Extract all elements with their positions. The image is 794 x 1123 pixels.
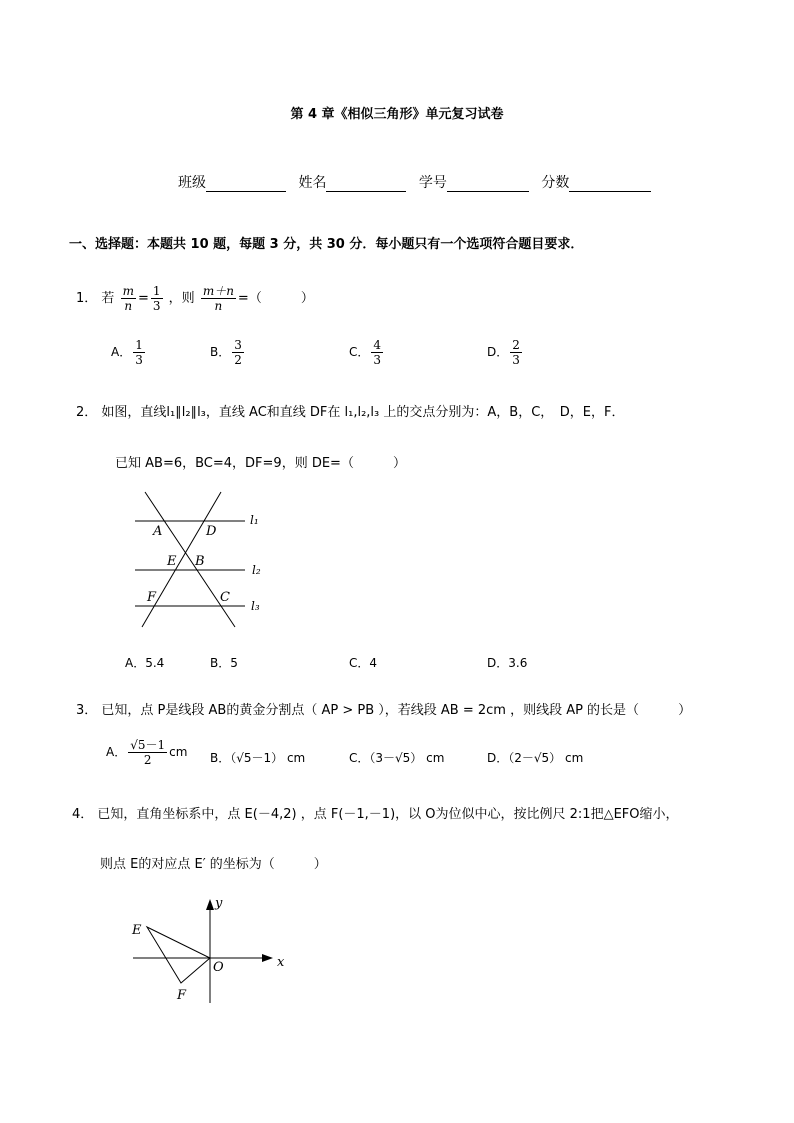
class-blank bbox=[206, 175, 286, 192]
q1-option-c[interactable]: C． $\frac{4}{3}$ bbox=[349, 338, 382, 367]
line-df bbox=[142, 492, 221, 627]
q2-given: 已知 AB=6，BC=4，DF=9，则 DE=（ ） bbox=[115, 456, 406, 471]
q4-number: 4． bbox=[72, 807, 94, 822]
label-e-point: E bbox=[132, 923, 142, 938]
q3-option-b[interactable]: B．（√5－1） cm bbox=[210, 751, 306, 765]
q1-option-a[interactable]: A． $\frac{1}{3}$ bbox=[111, 338, 143, 367]
y-arrow-icon bbox=[206, 899, 214, 910]
q2-option-c[interactable]: C．4 bbox=[349, 656, 378, 670]
label-y-axis: y bbox=[215, 896, 223, 911]
q1-equals: = bbox=[137, 291, 149, 306]
label-a: A bbox=[153, 524, 163, 539]
question-4 bbox=[72, 803, 679, 822]
section-heading: 一、选择题：本题共 10 题，每题 3 分，共 30 分．每小题只有一个选项符合题目要求． bbox=[69, 237, 584, 252]
q3-option-d[interactable]: D．（2－√5） cm bbox=[487, 751, 584, 765]
score-blank bbox=[569, 175, 651, 192]
label-f: F bbox=[147, 590, 157, 605]
class-label: 班级 bbox=[178, 175, 206, 191]
coordinate-figure bbox=[125, 893, 300, 1008]
q3-option-c[interactable]: C．（3－√5） cm bbox=[349, 751, 445, 765]
label-l2: l₂ bbox=[252, 563, 261, 577]
q3-text: 已知，点 P是线段 AB的黄金分割点（ AP > PB ），若线段 AB = 2cm ，则线段 AP 的长是（ ） bbox=[101, 703, 692, 718]
label-d: D bbox=[206, 524, 217, 539]
label-l3: l₃ bbox=[251, 599, 260, 613]
question-1 bbox=[76, 284, 314, 313]
q4-text: 已知，直角坐标系中，点 E(－4,2) ，点 F(－1,－1)，以 O为位似中心，按比例尺 2:1把△EFO缩小， bbox=[97, 807, 679, 822]
name-blank bbox=[326, 175, 406, 192]
q1-number: 1． bbox=[76, 291, 98, 306]
id-blank bbox=[447, 175, 529, 192]
q1-mid: ，则 bbox=[168, 291, 195, 306]
x-arrow-icon bbox=[262, 954, 273, 962]
question-3 bbox=[76, 699, 691, 718]
q1-fraction-1-3: $\frac{1}{3}$ bbox=[152, 284, 161, 313]
parallel-lines-figure bbox=[125, 488, 275, 633]
q3-number: 3． bbox=[76, 703, 98, 718]
q2-text: 如图，直线l₁∥l₂∥l₃，直线 AC和直线 DF在 l₁,l₂,l₃ 上的交点分别为：A，B，C， D，E，F． bbox=[101, 405, 625, 420]
label-x-axis: x bbox=[277, 955, 285, 970]
line-ac bbox=[145, 492, 235, 627]
student-info-row bbox=[178, 172, 659, 192]
q3-option-a[interactable]: A． $\frac{√5-1}{2}$ cm bbox=[106, 738, 188, 767]
question-2 bbox=[76, 401, 624, 420]
label-b: B bbox=[195, 554, 205, 569]
label-o-origin: O bbox=[213, 960, 224, 975]
label-c: C bbox=[220, 590, 230, 605]
label-f-point: F bbox=[177, 988, 187, 1003]
label-e: E bbox=[167, 554, 177, 569]
q1-pre: 若 bbox=[101, 291, 115, 306]
q1-option-d[interactable]: D． $\frac{2}{3}$ bbox=[487, 338, 520, 367]
q1-fraction-m-n: $\frac{m}{n}$ bbox=[122, 284, 134, 313]
q2-option-b[interactable]: B．5 bbox=[210, 656, 238, 670]
name-label: 姓名 bbox=[298, 175, 327, 191]
q2-number: 2． bbox=[76, 405, 98, 420]
triangle-efo bbox=[147, 927, 210, 983]
q1-post: =（ ） bbox=[237, 291, 314, 306]
label-l1: l₁ bbox=[250, 513, 259, 527]
id-label: 学号 bbox=[418, 175, 447, 191]
q4-question-line2: 则点 E的对应点 E′ 的坐标为（ ） bbox=[100, 857, 327, 872]
page-title: 第 4 章《相似三角形》单元复习试卷 bbox=[290, 107, 504, 122]
q1-fraction-mn-n: $\frac{m+n}{n}$ bbox=[202, 284, 234, 313]
q2-option-d[interactable]: D．3.6 bbox=[487, 656, 528, 670]
q1-option-b[interactable]: B． $\frac{3}{2}$ bbox=[210, 338, 242, 367]
score-label: 分数 bbox=[541, 175, 570, 191]
q2-option-a[interactable]: A．5.4 bbox=[125, 656, 165, 670]
